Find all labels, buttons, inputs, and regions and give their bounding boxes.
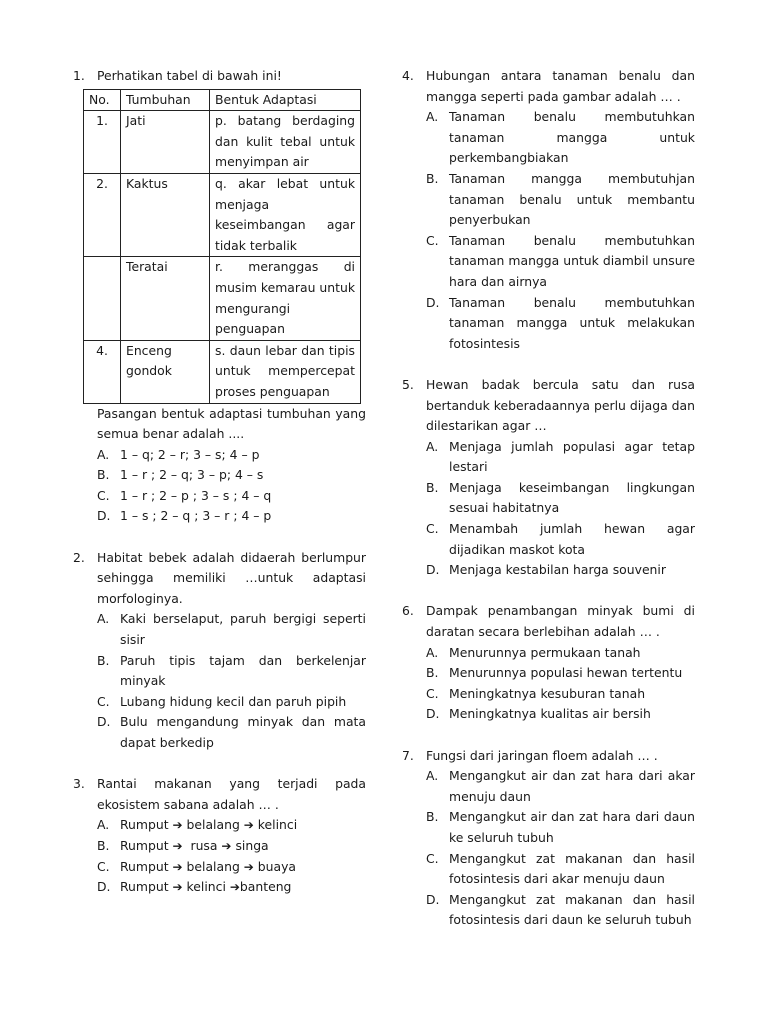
option-a[interactable]	[426, 766, 695, 807]
chain-item: Rumput	[120, 858, 169, 874]
option-d[interactable]	[426, 704, 695, 725]
option-letter: A.	[426, 109, 439, 125]
table-header: Bentuk Adaptasi	[210, 89, 361, 111]
option-text: Mengangkut zat makanan dan hasil fotosintesis dari daun ke seluruh tubuh	[449, 891, 695, 928]
option-letter: B.	[426, 170, 439, 186]
question-1	[73, 66, 366, 527]
option-a[interactable]	[97, 815, 366, 836]
option-letter: C.	[97, 487, 110, 503]
option-text: Bulu mengandung minyak dan mata dapat berkedip	[120, 714, 366, 750]
option-letter: A.	[97, 817, 110, 833]
chain-item: kelinci	[186, 879, 226, 895]
option-b[interactable]	[426, 169, 695, 231]
option-c[interactable]	[426, 684, 695, 705]
option-d[interactable]	[426, 293, 695, 355]
option-c[interactable]	[97, 857, 366, 878]
option-text: Tanaman benalu membutuhkan tanaman mangga untuk melakukan fotosintesis	[449, 294, 695, 351]
option-letter: A.	[97, 611, 110, 627]
option-b[interactable]	[426, 478, 695, 519]
question-number: 4.	[402, 68, 414, 83]
table-cell: q. akar lebat untuk menjaga keseimbangan agar tidak terbalik	[210, 173, 361, 256]
options-list	[402, 107, 695, 354]
question-number: 3.	[73, 776, 85, 792]
option-letter: D.	[97, 508, 111, 524]
options-list	[73, 445, 366, 527]
option-letter: B.	[426, 809, 439, 825]
option-letter: D.	[426, 706, 440, 722]
option-text: Tanaman benalu membutuhkan tanaman mangga untuk diambil unsure hara dan airnya	[449, 232, 695, 289]
table-cell: Enceng gondok	[121, 340, 210, 403]
adaptation-table	[83, 89, 361, 404]
arrow-icon: ➔	[243, 818, 254, 833]
option-d[interactable]	[426, 560, 695, 581]
option-letter: C.	[97, 858, 110, 874]
chain-item: Rumput	[120, 817, 169, 833]
option-letter: B.	[426, 665, 439, 681]
chain-item: Rumput	[120, 879, 169, 895]
question-6	[402, 601, 695, 725]
arrow-icon: ➔	[243, 859, 254, 874]
question-prompt: Hubungan antara tanaman benalu dan mangga seperti pada gambar adalah … .	[426, 68, 695, 104]
chain-item: banteng	[239, 879, 292, 895]
option-letter: A.	[426, 644, 439, 660]
option-letter: D.	[426, 891, 440, 907]
option-text	[120, 815, 366, 836]
table-cell: 2.	[84, 173, 121, 256]
option-text: 1 – r ; 2 – p ; 3 – s ; 4 – q	[120, 487, 272, 503]
chain-item: Rumput	[120, 837, 169, 853]
question-prompt: Dampak penambangan minyak bumi di daratan secara berlebihan adalah … .	[426, 603, 695, 640]
question-prompt: Hewan badak bercula satu dan rusa bertanduk keberadaannya perlu dijaga dan dilestarikan agar …	[426, 376, 695, 434]
option-text: Menjaga keseimbangan lingkungan sesuai habitatnya	[449, 479, 695, 516]
question-3	[73, 774, 366, 898]
option-text: Menjaga jumlah populasi agar tetap lestari	[449, 438, 695, 475]
table-cell: r. meranggas di musim kemarau untuk mengurangi penguapan	[210, 257, 361, 340]
arrow-icon: ➔	[229, 880, 240, 895]
option-c[interactable]	[97, 692, 366, 713]
option-text: Lubang hidung kecil dan paruh pipih	[120, 693, 347, 709]
option-text: Menjaga kestabilan harga souvenir	[449, 562, 666, 578]
question-followup: Pasangan bentuk adaptasi tumbuhan yang semua benar adalah ....	[97, 405, 366, 442]
table-cell: Jati	[121, 111, 210, 174]
option-text: Meningkatnya kesuburan tanah	[449, 685, 646, 701]
option-a[interactable]	[426, 107, 695, 169]
option-text	[120, 836, 366, 857]
option-text: Mengangkut air dan zat hara dari akar menuju daun	[449, 768, 695, 804]
option-d[interactable]	[97, 506, 366, 527]
option-text: Mengangkut zat makanan dan hasil fotosintesis dari akar menuju daun	[449, 850, 695, 887]
option-text: Paruh tipis tajam dan berkelenjar minyak	[120, 652, 366, 689]
options-list	[402, 643, 695, 725]
option-b[interactable]	[97, 465, 366, 486]
option-a[interactable]	[97, 445, 366, 466]
option-text: Kaki berselaput, paruh bergigi seperti sisir	[120, 611, 366, 648]
option-letter: A.	[426, 438, 439, 454]
question-prompt: Fungsi dari jaringan floem adalah … .	[426, 747, 658, 763]
table-row	[84, 173, 361, 256]
option-text: Meningkatnya kualitas air bersih	[449, 706, 651, 722]
option-b[interactable]	[97, 836, 366, 857]
right-column	[402, 66, 695, 952]
arrow-icon: ➔	[172, 880, 183, 895]
table-cell: 1.	[84, 111, 121, 174]
option-letter: B.	[97, 467, 110, 483]
option-letter: C.	[97, 693, 110, 709]
options-list	[402, 766, 695, 931]
chain-item: belalang	[186, 858, 240, 874]
option-letter: B.	[97, 837, 110, 853]
question-prompt: Perhatikan tabel di bawah ini!	[97, 68, 282, 83]
option-text: 1 – s ; 2 – q ; 3 – r ; 4 – p	[120, 508, 272, 524]
option-text: 1 – r ; 2 – q; 3 – p; 4 – s	[120, 467, 264, 483]
option-letter: D.	[426, 294, 440, 310]
options-list	[73, 815, 366, 897]
option-text: Tanaman mangga membutuhjan tanaman benalu untuk membantu penyerbukan	[449, 170, 695, 228]
table-cell: Teratai	[121, 257, 210, 340]
question-4	[402, 66, 695, 354]
question-5	[402, 375, 695, 581]
question-number: 7.	[402, 747, 414, 763]
question-7	[402, 746, 695, 931]
table-row	[84, 257, 361, 340]
question-number: 6.	[402, 603, 414, 619]
question-number: 1.	[73, 68, 85, 83]
table-cell	[84, 257, 121, 340]
option-text: Menurunnya populasi hewan tertentu	[449, 665, 683, 681]
question-number: 5.	[402, 376, 414, 392]
arrow-icon: ➔	[172, 859, 183, 874]
question-prompt: Rantai makanan yang terjadi pada ekosistem sabana adalah … .	[97, 776, 366, 812]
chain-item: rusa	[190, 837, 218, 853]
option-letter: C.	[426, 232, 439, 248]
options-list	[73, 609, 366, 753]
option-c[interactable]	[97, 486, 366, 507]
options-list	[402, 437, 695, 581]
option-letter: A.	[426, 768, 439, 784]
option-text: Menambah jumlah hewan agar dijadikan maskot kota	[449, 521, 695, 557]
left-column	[73, 66, 366, 918]
option-b[interactable]	[426, 807, 695, 848]
option-a[interactable]	[426, 643, 695, 664]
option-a[interactable]	[426, 437, 695, 478]
option-b[interactable]	[97, 651, 366, 692]
option-text: 1 – q; 2 – r; 3 – s; 4 – p	[120, 446, 260, 462]
option-c[interactable]	[426, 519, 695, 560]
table-header-row	[84, 89, 361, 111]
table-header: No.	[84, 89, 121, 111]
table-cell: p. batang berdaging dan kulit tebal untuk menyimpan air	[210, 111, 361, 174]
question-number: 2.	[73, 549, 85, 565]
chain-item: buaya	[257, 858, 297, 874]
option-d[interactable]	[97, 877, 366, 898]
option-letter: D.	[97, 714, 111, 730]
table-header: Tumbuhan	[121, 89, 210, 111]
option-text	[120, 877, 366, 898]
option-text: Menurunnya permukaan tanah	[449, 644, 641, 660]
option-a[interactable]	[97, 609, 366, 650]
option-c[interactable]	[426, 849, 695, 890]
option-letter: A.	[97, 446, 110, 462]
question-prompt: Habitat bebek adalah didaerah berlumpur sehingga memiliki …untuk adaptasi morfologinya.	[97, 549, 366, 606]
arrow-icon: ➔	[172, 818, 183, 833]
table-cell: 4.	[84, 340, 121, 403]
option-d[interactable]	[426, 890, 695, 931]
option-text: Tanaman benalu membutuhkan tanaman mangga untuk perkembangbiakan	[449, 109, 695, 166]
option-letter: C.	[426, 685, 439, 701]
option-letter: C.	[426, 521, 439, 537]
table-cell: s. daun lebar dan tipis untuk mempercepat proses penguapan	[210, 340, 361, 403]
option-text	[120, 857, 366, 878]
option-letter: D.	[426, 562, 440, 578]
table-row	[84, 111, 361, 174]
arrow-icon: ➔	[221, 838, 232, 853]
table-cell: Kaktus	[121, 173, 210, 256]
arrow-icon: ➔	[172, 838, 183, 853]
option-letter: B.	[426, 479, 439, 495]
option-d[interactable]	[97, 712, 366, 753]
option-b[interactable]	[426, 663, 695, 684]
option-c[interactable]	[426, 231, 695, 293]
option-text: Mengangkut air dan zat hara dari daun ke seluruh tubuh	[449, 809, 695, 845]
chain-item: singa	[235, 837, 269, 853]
option-letter: D.	[97, 879, 111, 895]
option-letter: C.	[426, 850, 439, 866]
chain-item: belalang	[186, 817, 240, 833]
chain-item: kelinci	[257, 817, 298, 833]
question-2	[73, 548, 366, 754]
table-row	[84, 340, 361, 403]
option-letter: B.	[97, 652, 110, 668]
